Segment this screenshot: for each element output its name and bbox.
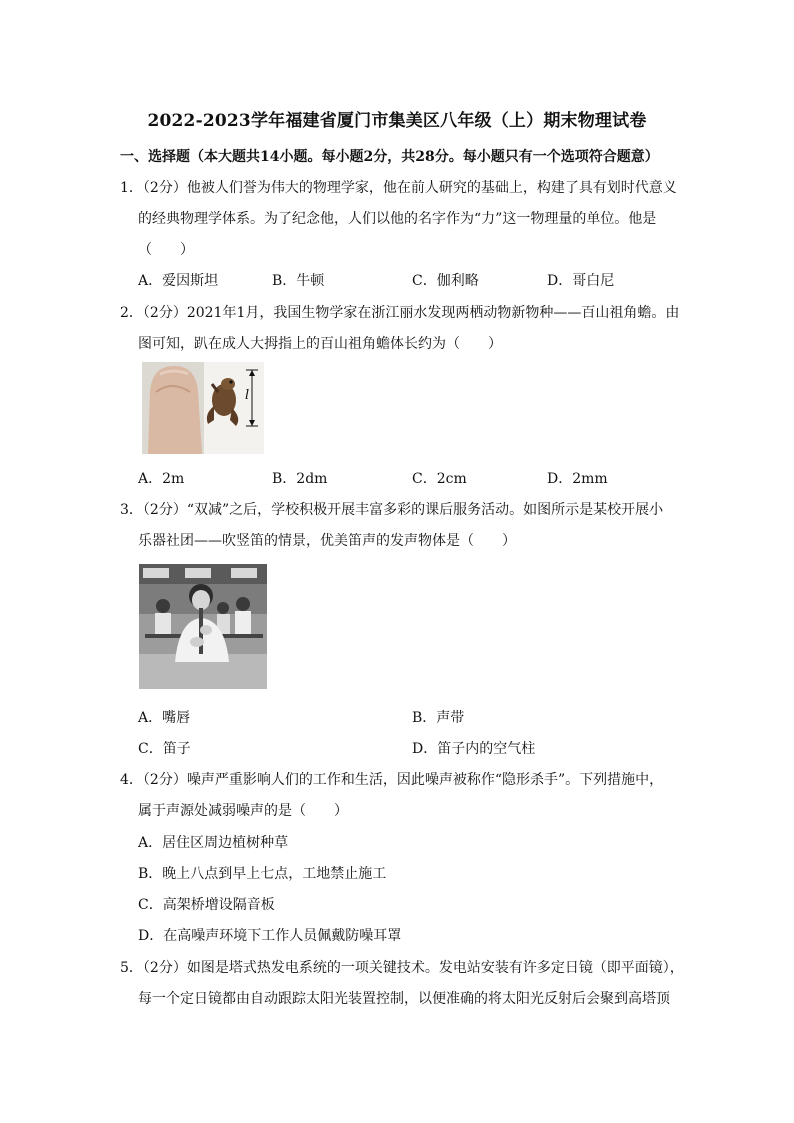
- q4-option-c[interactable]: C．高架桥增设隔音板: [138, 897, 275, 913]
- q2-line-1: 2．（2分）2021年1月，我国生物学家在浙江丽水发现两栖动物新物种——百山祖角蟾。由: [120, 305, 680, 321]
- length-label: l: [245, 388, 250, 403]
- q5-line-1: 5．（2分）如图是塔式热发电系统的一项关键技术。发电站安装有许多定日镜（即平面镜），: [120, 960, 684, 976]
- exam-title: 2022-2023学年福建省厦门市集美区八年级（上）期末物理试卷: [147, 111, 647, 131]
- q1-option-b[interactable]: B．牛顿: [272, 273, 325, 289]
- thumb-frog-figure: [142, 362, 264, 454]
- q4-option-d[interactable]: D．在高噪声环境下工作人员佩戴防噪耳罩: [138, 928, 402, 944]
- q2-option-a[interactable]: A．2m: [138, 471, 185, 487]
- section-heading: 一、选择题（本大题共14小题。每小题2分，共28分。每小题只有一个选项符合题意）: [120, 149, 659, 165]
- q3-option-d[interactable]: D．笛子内的空气柱: [412, 741, 536, 757]
- q3-line-2: 乐器社团——吹竖笛的情景，优美笛声的发声物体是（ ）: [138, 533, 516, 549]
- q5-line-2: 每一个定日镜都由自动跟踪太阳光装置控制，以便准确的将太阳光反射后会聚到高塔顶: [138, 991, 670, 1007]
- q1-option-a[interactable]: A．爱因斯坦: [138, 273, 219, 289]
- q4-line-2: 属于声源处减弱噪声的是（ ）: [138, 803, 348, 819]
- q2-option-c[interactable]: C．2cm: [412, 471, 467, 487]
- q1-line-3: （ ）: [138, 242, 194, 258]
- q4-line-1: 4．（2分）噪声严重影响人们的工作和生活，因此噪声被称作“隐形杀手”。下列措施中，: [120, 772, 664, 788]
- q1-option-c[interactable]: C．伽利略: [412, 273, 479, 289]
- q3-line-1: 3．（2分）“双减”之后，学校积极开展丰富多彩的课后服务活动。如图所示是某校开展小: [120, 502, 664, 518]
- flute-classroom-photo: [139, 564, 267, 689]
- q1-option-d[interactable]: D．哥白尼: [547, 273, 615, 289]
- q3-option-b[interactable]: B．声带: [412, 710, 465, 726]
- q1-line-2: 的经典物理学体系。为了纪念他，人们以他的名字作为“力”这一物理量的单位。他是: [138, 211, 657, 227]
- q4-option-b[interactable]: B．晚上八点到早上七点，工地禁止施工: [138, 866, 387, 882]
- q1-line-1: 1．（2分）他被人们誉为伟大的物理学家，他在前人研究的基础上，构建了具有划时代意义: [120, 180, 677, 196]
- q2-option-b[interactable]: B．2dm: [272, 471, 328, 487]
- q3-option-c[interactable]: C．笛子: [138, 741, 191, 757]
- q3-option-a[interactable]: A．嘴唇: [138, 710, 191, 726]
- q2-option-d[interactable]: D．2mm: [547, 471, 608, 487]
- q2-line-2: 图可知，趴在成人大拇指上的百山祖角蟾体长约为（ ）: [138, 336, 502, 352]
- q4-option-a[interactable]: A．居住区周边植树种草: [138, 835, 289, 851]
